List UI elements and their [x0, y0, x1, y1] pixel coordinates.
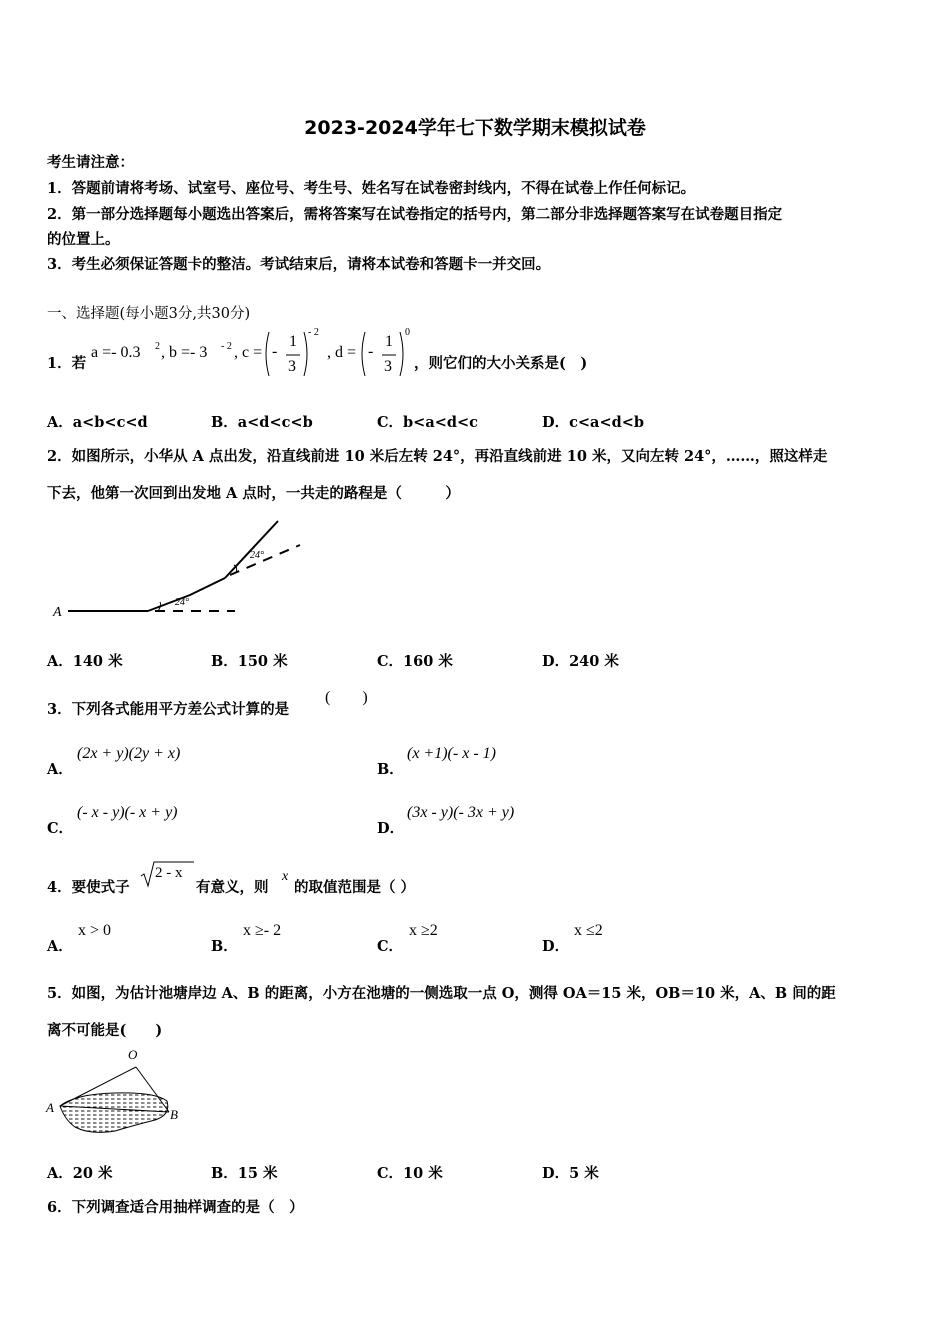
q1-c-expr: , c =	[234, 344, 263, 361]
q1-d-num: 1	[385, 333, 393, 350]
q4-stem-post: 的取值范围是（ ）	[294, 879, 416, 896]
notice-line-2b: 的位置上。	[47, 231, 120, 248]
q3-option-d[interactable]: (3x - y)(- 3x + y)	[407, 804, 515, 821]
q2-angle-1: 24°	[175, 597, 189, 608]
q4-option-a[interactable]: x > 0	[78, 922, 112, 939]
q4-option-d-label[interactable]: D．	[542, 938, 570, 955]
q4-stem-mid: 有意义，则	[196, 879, 269, 896]
q2-option-a[interactable]: A．140 米	[47, 653, 123, 670]
q5-option-d[interactable]: D．5 米	[542, 1165, 599, 1182]
q5-stem-line1: 5．如图，为估计池塘岸边 A、B 的距离，小方在池塘的一侧选取一点 O，测得 OA＝15 米，OB＝10 米，A、B 间的距	[47, 985, 836, 1002]
q4-option-d[interactable]: x ≤2	[574, 922, 603, 939]
q2-figure	[50, 515, 310, 625]
q4-option-c[interactable]: x ≥2	[409, 922, 438, 939]
q5-stem-line2: 离不可能是( )	[47, 1022, 163, 1039]
q4-stem-pre: 4．要使式子	[47, 879, 130, 896]
q3-paren: ( )	[325, 689, 368, 706]
q3-option-c-label[interactable]: C．	[47, 820, 74, 837]
page-title: 2023-2024学年七下数学期末模拟试卷	[304, 117, 646, 139]
q1-c-exp: - 2	[308, 327, 319, 338]
q2-angle-2: 24°	[250, 550, 264, 561]
q5-option-a[interactable]: A．20 米	[47, 1165, 113, 1182]
notice-line-2a: 2．第一部分选择题每小题选出答案后，需将答案写在试卷指定的括号内，第二部分非选择题答案写在试卷题目指定	[47, 206, 783, 223]
q1-a-exp: 2	[155, 341, 160, 352]
q1-number: 1．若	[47, 355, 87, 372]
q6-stem: 6．下列调查适合用抽样调查的是（ ）	[47, 1199, 304, 1216]
q1-a-expr: a =- 0.3	[91, 344, 141, 361]
section-1-heading: 一、选择题(每小题3分,共30分)	[47, 306, 251, 322]
q2-label-a: A	[53, 605, 62, 620]
q4-option-a-label[interactable]: A．	[47, 938, 73, 955]
q1-d-exp: 0	[405, 327, 410, 338]
q1-d-neg: -	[368, 343, 374, 360]
q5-label-b: B	[170, 1107, 178, 1122]
q1-c-num: 1	[289, 333, 297, 350]
q3-option-b[interactable]: (x +1)(- x - 1)	[407, 745, 496, 762]
q1-b-expr: , b =- 3	[161, 344, 208, 361]
notice-line-1: 1．答题前请将考场、试室号、座位号、考生号、姓名写在试卷密封线内，不得在试卷上作任何标记。	[47, 180, 696, 197]
q4-radicand: 2 - x	[155, 865, 183, 881]
q3-option-a[interactable]: (2x + y)(2y + x)	[77, 745, 181, 762]
q5-label-a: A	[46, 1100, 54, 1115]
q1-option-d[interactable]: D．c<a<d<b	[542, 414, 645, 431]
q2-option-d[interactable]: D．240 米	[542, 653, 619, 670]
q2-stem-line1: 2．如图所示，小华从 A 点出发，沿直线前进 10 米后左转 24°，再沿直线前进 10 米，又向左转 24°，……，照这样走	[47, 448, 828, 465]
q1-c-neg: -	[272, 343, 278, 360]
q2-option-c[interactable]: C．160 米	[377, 653, 453, 670]
q3-option-c[interactable]: (- x - y)(- x + y)	[77, 804, 178, 821]
q5-option-c[interactable]: C．10 米	[377, 1165, 443, 1182]
q1-d-expr: , d =	[327, 344, 357, 361]
q4-option-b-label[interactable]: B．	[211, 938, 238, 955]
q2-option-b[interactable]: B．150 米	[211, 653, 288, 670]
q5-label-o: O	[128, 1047, 138, 1062]
q3-option-d-label[interactable]: D．	[377, 820, 405, 837]
q4-option-c-label[interactable]: C．	[377, 938, 404, 955]
q5-option-b[interactable]: B．15 米	[211, 1165, 278, 1182]
notice-heading: 考生请注意：	[47, 154, 134, 171]
q3-stem: 3．下列各式能用平方差公式计算的是	[47, 701, 290, 718]
q1-b-exp: - 2	[221, 341, 232, 352]
q1-option-c[interactable]: C．b<a<d<c	[377, 414, 478, 431]
q1-d-den: 3	[384, 358, 392, 375]
q3-option-a-label[interactable]: A．	[47, 761, 73, 778]
q1-c-den: 3	[288, 358, 296, 375]
q5-figure	[45, 1045, 195, 1140]
q2-stem-line2: 下去，他第一次回到出发地 A 点时，一共走的路程是（ ）	[47, 485, 460, 502]
q3-option-b-label[interactable]: B．	[377, 761, 404, 778]
q1-tail: ，则它们的大小关系是( )	[414, 355, 588, 372]
q4-option-b[interactable]: x ≥- 2	[243, 922, 282, 939]
notice-line-3: 3．考生必须保证答题卡的整洁。考试结束后，请将本试卷和答题卡一并交回。	[47, 256, 551, 273]
q1-option-a[interactable]: A．a<b<c<d	[47, 414, 148, 431]
q4-variable: x	[282, 869, 289, 884]
q1-option-b[interactable]: B．a<d<c<b	[211, 414, 313, 431]
